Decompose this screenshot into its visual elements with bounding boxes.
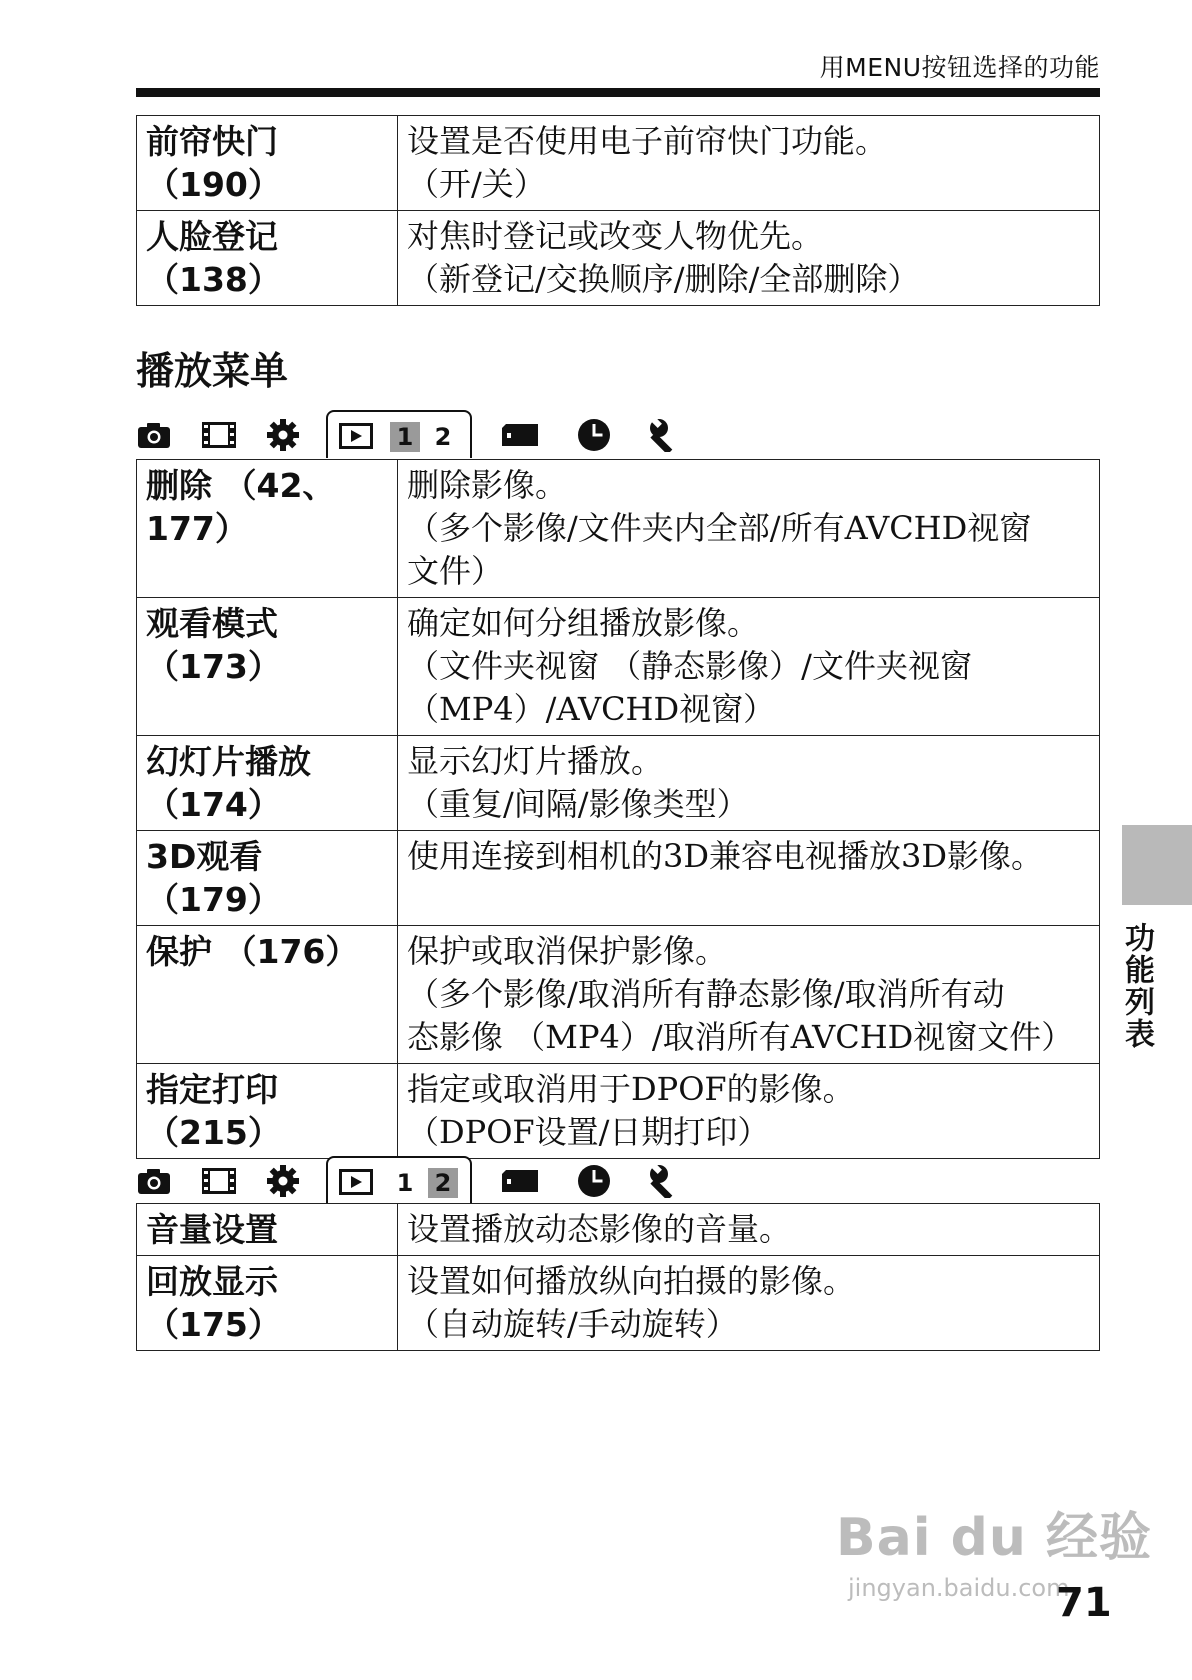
item-name: 幻灯片播放 （174）	[137, 736, 398, 831]
page-2-tab[interactable]: 2	[434, 423, 452, 451]
item-name: 3D观看 （179）	[137, 831, 398, 926]
item-description: 确定如何分组播放影像。 （文件夹视窗 （静态影像）/文件夹视窗 （MP4）/AVCHD视窗）	[398, 598, 1100, 736]
item-description: 设置播放动态影像的音量。	[398, 1204, 1100, 1256]
item-description: 设置如何播放纵向拍摄的影像。 （自动旋转/手动旋转）	[398, 1256, 1100, 1351]
item-name: 回放显示 （175）	[137, 1256, 398, 1351]
item-name: 保护 （176）	[137, 926, 398, 1064]
running-head: 用MENU按钮选择的功能	[819, 53, 1100, 82]
playback-icon	[338, 419, 374, 453]
table-row	[137, 1204, 1100, 1256]
item-description: 设置是否使用电子前帘快门功能。 （开/关）	[398, 116, 1100, 211]
page-1-tab[interactable]: 1	[390, 422, 420, 452]
movie-icon	[200, 1164, 238, 1198]
top-settings-table	[136, 115, 1100, 306]
playback-tab[interactable]	[326, 1156, 472, 1204]
item-description: 对焦时登记或改变人物优先。 （新登记/交换顺序/删除/全部删除）	[398, 211, 1100, 306]
gear-icon	[264, 418, 302, 452]
memory-card-icon	[500, 418, 540, 452]
playback-menu-table-page1	[136, 459, 1100, 1159]
playback-icon	[338, 1165, 374, 1199]
menu-tab-bar-page1	[136, 410, 1100, 458]
table-row	[137, 831, 1100, 926]
page-1-tab[interactable]: 1	[396, 1169, 414, 1197]
item-name: 观看模式 （173）	[137, 598, 398, 736]
item-description: 使用连接到相机的3D兼容电视播放3D影像。	[398, 831, 1100, 926]
table-row	[137, 211, 1100, 306]
table-row	[137, 1064, 1100, 1159]
clock-icon	[576, 418, 612, 452]
item-description: 显示幻灯片播放。 （重复/间隔/影像类型）	[398, 736, 1100, 831]
clock-icon	[576, 1164, 612, 1198]
playback-tab[interactable]	[326, 410, 472, 458]
movie-icon	[200, 418, 238, 452]
item-name: 音量设置	[137, 1204, 398, 1256]
section-title: 播放菜单	[136, 349, 289, 393]
side-index-tab	[1122, 825, 1192, 905]
playback-menu-table-page2	[136, 1203, 1100, 1351]
item-name: 指定打印 （215）	[137, 1064, 398, 1159]
camera-icon	[136, 1164, 172, 1198]
item-name: 人脸登记 （138）	[137, 211, 398, 306]
memory-card-icon	[500, 1164, 540, 1198]
item-name: 前帘快门 （190）	[137, 116, 398, 211]
table-row	[137, 736, 1100, 831]
side-index-label: 功能列表	[1119, 922, 1154, 1050]
page-2-tab[interactable]: 2	[428, 1168, 458, 1198]
item-description: 删除影像。 （多个影像/文件夹内全部/所有AVCHD视窗 文件）	[398, 460, 1100, 598]
watermark-brand: Bai du 经验	[836, 1508, 1152, 1568]
menu-tab-bar-page2	[136, 1156, 1100, 1204]
page-number: 71	[1056, 1580, 1112, 1626]
item-description: 保护或取消保护影像。 （多个影像/取消所有静态影像/取消所有动 态影像 （MP4）/取消所有AVCHD视窗文件）	[398, 926, 1100, 1064]
wrench-icon	[648, 418, 684, 452]
table-row	[137, 116, 1100, 211]
wrench-icon	[648, 1164, 684, 1198]
camera-icon	[136, 418, 172, 452]
table-row	[137, 460, 1100, 598]
table-row	[137, 1256, 1100, 1351]
table-row	[137, 926, 1100, 1064]
header-rule	[136, 88, 1100, 97]
table-row	[137, 598, 1100, 736]
item-name: 删除 （42、 177）	[137, 460, 398, 598]
watermark-url: jingyan.baidu.com	[848, 1574, 1070, 1602]
item-description: 指定或取消用于DPOF的影像。 （DPOF设置/日期打印）	[398, 1064, 1100, 1159]
gear-icon	[264, 1164, 302, 1198]
